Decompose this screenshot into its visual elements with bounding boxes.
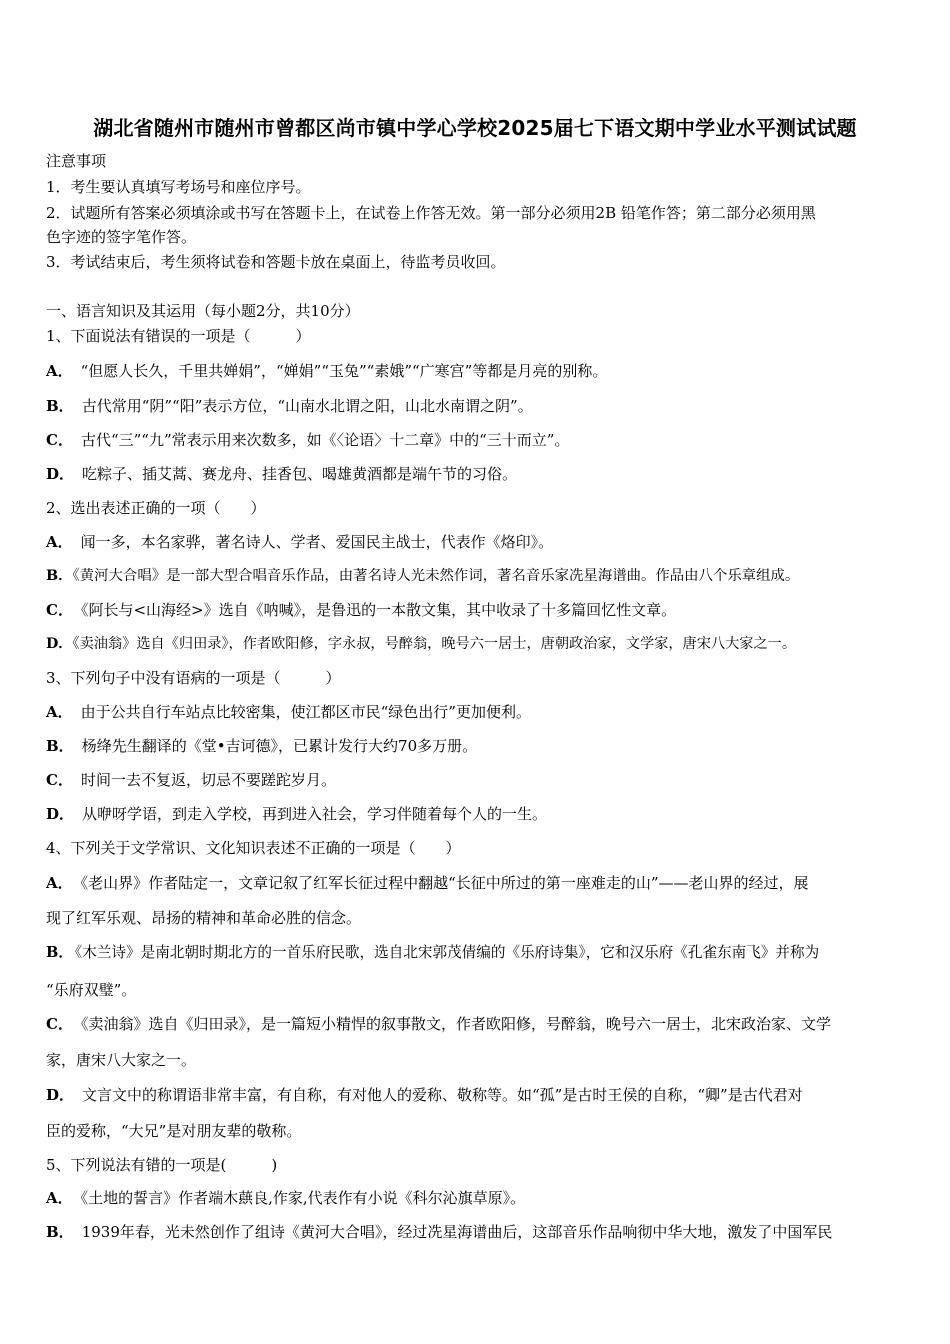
option-text: 《卖油翁》选自《归田录》，是一篇短小精悍的叙事散文，作者欧阳修，号醉翁，晚号六一居士，北宋政治家、文学 — [80, 1015, 831, 1033]
option-line — [46, 736, 916, 756]
option-letter: C． — [46, 1015, 73, 1033]
option-letter: D． — [46, 636, 73, 652]
option-letter: B． — [46, 737, 74, 755]
page-title: 湖北省随州市随州市曾都区尚市镇中学心学校2025届七下语文期中学业水平测试试题 — [93, 116, 857, 140]
option-line — [46, 873, 916, 893]
notice-item: 2．试题所有答案必须填涂或书写在答题卡上，在试卷上作答无效。第一部分必须用2B 铅笔作答；第二部分必须用黑 — [46, 204, 816, 222]
option-text: “但愿人长久，千里共婵娟”，“婵娟”“玉兔”“素娥”“广寒宫”等都是月亮的别称。 — [80, 362, 608, 380]
option-line — [46, 1188, 916, 1208]
option-line — [46, 804, 916, 824]
option-line — [46, 1222, 916, 1242]
option-continuation: 臣的爱称，“大兄”是对朋友辈的敬称。 — [46, 1122, 302, 1140]
option-text: 杨绛先生翻译的《堂•吉诃德》，已累计发行大约70多万册。 — [81, 737, 478, 755]
option-line — [46, 634, 916, 654]
option-letter: A． — [46, 703, 73, 721]
option-line — [46, 1014, 916, 1034]
option-letter: B． — [46, 397, 74, 415]
option-text: 文言文中的称谓语非常丰富，有自称，有对他人的爱称、敬称等。如“孤”是古时王侯的自称，“卿”是古代君对 — [82, 1086, 803, 1104]
option-letter: C． — [46, 601, 73, 619]
option-letter: A． — [46, 362, 73, 380]
option-continuation: 家，唐宋八大家之一。 — [46, 1051, 197, 1069]
option-line — [46, 770, 916, 790]
option-line — [46, 1085, 916, 1105]
option-line — [46, 361, 916, 381]
section-heading: 一、语言知识及其运用（每小题2分，共10分） — [46, 302, 360, 320]
option-text: 时间一去不复返，切忌不要蹉跎岁月。 — [80, 771, 336, 789]
option-letter: C． — [46, 431, 73, 449]
option-letter: A． — [46, 1189, 73, 1207]
option-letter: D． — [46, 1086, 75, 1104]
option-text: 《老山界》作者陆定一，文章记叙了红军长征过程中翻越“长征中所过的第一座难走的山”——老山界的经过，展 — [80, 874, 809, 892]
notice-item: 3．考试结束后，考生须将试卷和答题卡放在桌面上，待监考员收回。 — [46, 253, 506, 271]
option-text: 古代常用“阴”“阳”表示方位，“山南水北谓之阳，山北水南谓之阴”。 — [81, 397, 533, 415]
notice-item: 1．考生要认真填写考场号和座位序号。 — [46, 178, 311, 196]
option-line — [46, 600, 916, 620]
question-stem: 5、下列说法有错的一项是( ) — [46, 1156, 278, 1174]
option-text: 古代“三”“九”常表示用来次数多，如《〈论语〉十二章》中的“三十而立”。 — [80, 431, 570, 449]
question-stem: 2、选出表述正确的一项（ ） — [46, 499, 266, 517]
question-stem: 1、下面说法有错误的一项是（ ） — [46, 327, 311, 345]
option-letter: B． — [46, 1223, 74, 1241]
option-text: 由于公共自行车站点比较密集，使江都区市民“绿色出行”更加便利。 — [80, 703, 531, 721]
option-letter: D． — [46, 465, 75, 483]
option-letter: A． — [46, 533, 73, 551]
option-text: 《土地的誓言》作者端木蕻良,作家,代表作有小说《科尔沁旗草原》。 — [80, 1189, 526, 1207]
option-text: 闻一多，本名家骅，著名诗人、学者、爱国民主战士，代表作《烙印》。 — [80, 533, 554, 551]
option-line — [46, 702, 916, 722]
option-continuation: 现了红军乐观、昂扬的精神和革命必胜的信念。 — [46, 909, 362, 927]
option-line — [46, 566, 916, 586]
option-line — [46, 464, 916, 484]
option-letter: B． — [46, 567, 73, 584]
option-line — [46, 943, 916, 963]
option-letter: C． — [46, 771, 73, 789]
option-text: 《黄河大合唱》是一部大型合唱音乐作品，由著名诗人光未然作词，著名音乐家冼星海谱曲。作品由八个乐章组成。 — [72, 568, 800, 584]
option-letter: A． — [46, 874, 73, 892]
option-line — [46, 532, 916, 552]
notice-heading: 注意事项 — [46, 152, 107, 170]
option-text: 从咿呀学语，到走入学校，再到进入社会，学习伴随着每个人的一生。 — [82, 805, 548, 823]
option-text: 《卖油翁》选自《归田录》，作者欧阳修，字永叔，号醉翁，晚号六一居士，唐朝政治家，文学家，唐宋八大家之一。 — [72, 636, 797, 652]
notice-item: 色字迹的签字笔作答。 — [46, 228, 197, 246]
option-line — [46, 396, 916, 416]
option-continuation: “乐府双璧”。 — [46, 981, 137, 999]
option-letter: B． — [46, 944, 73, 961]
option-text: 1939年春，光未然创作了组诗《黄河大合唱》，经过冼星海谱曲后，这部音乐作品响彻中华大地，激发了中国军民 — [81, 1223, 833, 1241]
option-text: 《阿长与<山海经>》选自《呐喊》，是鲁迅的一本散文集，其中收录了十多篇回忆性文章。 — [80, 601, 677, 619]
option-text: 吃粽子、插艾蒿、赛龙舟、挂香包、喝雄黄酒都是端午节的习俗。 — [82, 465, 518, 483]
option-text: 《木兰诗》是南北朝时期北方的一首乐府民歌，选自北宋郭茂倩编的《乐府诗集》，它和汉乐府《孔雀东南飞》并称为 — [74, 944, 820, 961]
option-letter: D． — [46, 805, 75, 823]
question-stem: 3、下列句子中没有语病的一项是（ ） — [46, 669, 341, 687]
question-stem: 4、下列关于文学常识、文化知识表述不正确的一项是（ ） — [46, 839, 461, 857]
option-line — [46, 430, 916, 450]
